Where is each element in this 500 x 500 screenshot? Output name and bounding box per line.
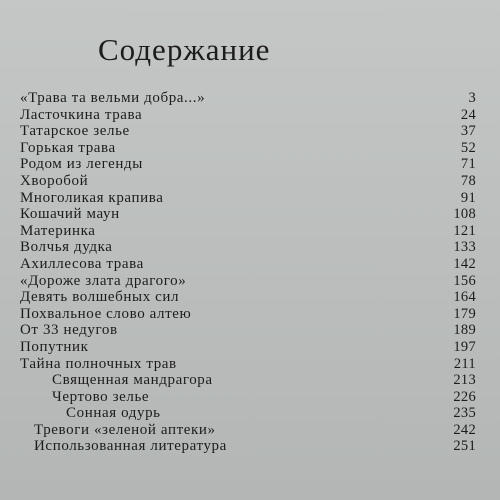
toc-entry: [0, 273, 500, 290]
toc-entry: [0, 190, 500, 207]
toc-entry-page: 24: [460, 106, 476, 123]
toc-entry-title: Использованная литература: [34, 438, 227, 455]
toc-entry-page: 52: [460, 139, 476, 156]
toc-entry-page: 242: [453, 421, 476, 438]
toc-entry-page: 197: [453, 338, 476, 355]
toc-entry: [0, 289, 500, 306]
toc-entry-title: Горькая трава: [20, 139, 116, 156]
toc-entry: [0, 206, 500, 223]
toc-subentry: [0, 389, 500, 406]
toc-entry: [0, 256, 500, 273]
toc-entry-page: 179: [453, 305, 476, 322]
toc-entry-title: Сонная одурь: [66, 405, 161, 422]
toc-entry-page: 226: [453, 388, 476, 405]
toc-entry: [0, 140, 500, 157]
toc-entry-title: Девять волшебных сил: [20, 289, 180, 306]
page-title: Содержание: [98, 32, 271, 67]
toc-entry-page: 211: [453, 355, 476, 372]
toc-entry-title: Тревоги «зеленой аптеки»: [34, 421, 216, 438]
toc-entry-title: Материнка: [20, 222, 96, 239]
toc-entry: [0, 90, 500, 107]
toc-entry: [0, 306, 500, 323]
toc-entry: [0, 156, 500, 173]
toc-subentry: [0, 405, 500, 422]
toc-entry-title: Чертово зелье: [52, 388, 150, 405]
toc-entry: [0, 339, 500, 356]
toc-entry-title: Татарское зелье: [20, 123, 130, 140]
toc-entry-title: Ахиллесова трава: [20, 255, 144, 272]
toc-entry-page: 164: [453, 289, 476, 306]
toc-entry-title: Ласточкина трава: [20, 106, 143, 123]
toc-entry-page: 78: [460, 172, 476, 189]
toc-entry: [0, 239, 500, 256]
toc-entry: [0, 123, 500, 140]
toc-entry-title: Похвальное слово алтею: [20, 305, 192, 322]
toc-entry-title: Тайна полночных трав: [20, 355, 177, 372]
toc-entry-title: Родом из легенды: [20, 156, 143, 173]
toc-entry-title: Попутник: [20, 338, 89, 355]
toc-entry-page: 251: [453, 438, 476, 455]
toc-subentry: [0, 372, 500, 389]
toc-entry: [0, 422, 500, 439]
toc-entry-page: 156: [453, 272, 476, 289]
toc-entry: [0, 173, 500, 190]
toc-entry-page: 91: [460, 189, 476, 206]
toc-entry-page: 71: [460, 156, 476, 173]
toc-entry-title: Волчья дудка: [20, 239, 113, 256]
toc-entry-page: 142: [453, 255, 476, 272]
toc-entry-page: 3: [468, 90, 476, 106]
toc-entry: [0, 223, 500, 240]
toc-entry-title: «Трава та вельми добра...»: [20, 90, 206, 106]
toc-entry-title: «Дороже злата драгого»: [20, 272, 187, 289]
toc-entry: [0, 322, 500, 339]
toc-entry: [0, 107, 500, 124]
toc-entry-title: Кошачий маун: [20, 206, 120, 223]
toc-entry: [0, 356, 500, 373]
toc-entry-title: Священная мандрагора: [52, 372, 213, 389]
toc-entry-title: Хворобой: [20, 172, 89, 189]
toc-entry-page: 213: [453, 372, 476, 389]
table-of-contents: [0, 90, 500, 455]
toc-entry-page: 37: [460, 123, 476, 140]
toc-entry-title: От 33 недугов: [20, 322, 118, 339]
toc-entry-title: Многоликая крапива: [20, 189, 164, 206]
toc-entry-page: 108: [453, 206, 476, 223]
toc-entry-page: 133: [453, 239, 476, 256]
toc-entry-page: 121: [453, 222, 476, 239]
toc-entry: [0, 438, 500, 455]
toc-entry-page: 235: [453, 405, 476, 422]
toc-entry-page: 189: [453, 322, 476, 339]
